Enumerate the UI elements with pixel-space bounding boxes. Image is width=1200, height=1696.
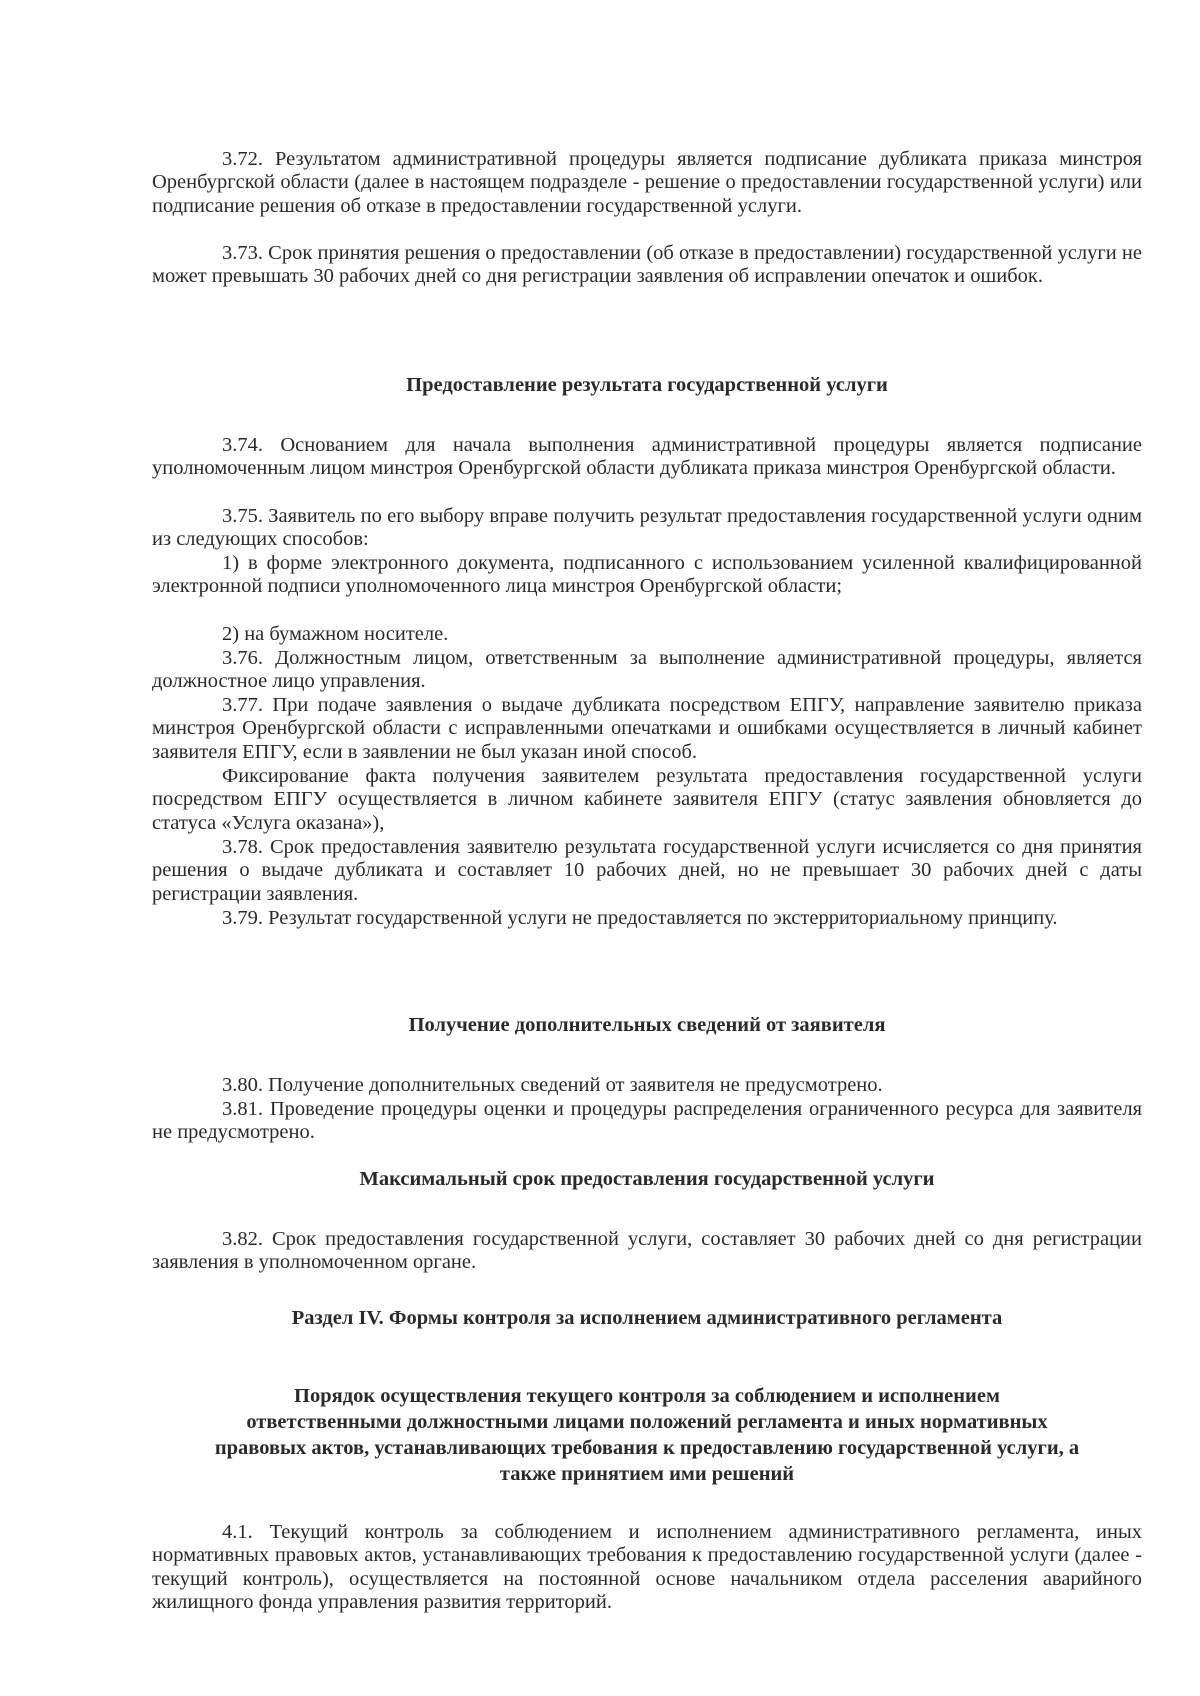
heading-max-term: Максимальный срок предоставления государственной услуги xyxy=(359,1168,935,1190)
heading-control-line-4: также принятием ими решений xyxy=(499,1463,795,1485)
paragraph-3-82: 3.82. Срок предоставления государственной услуги, составляет 30 рабочих дней со дня регистрации заявления в уполномоченном органе. xyxy=(152,1228,1142,1274)
heading-additional-info: Получение дополнительных сведений от заявителя xyxy=(408,1014,886,1036)
paragraph-4-1: 4.1. Текущий контроль за соблюдением и исполнением административного регламента, иных нормативных правовых актов, устанавливающих требования к предоставлению государственной услуги (далее - текущий контроль), осуществляется на постоянной основе начальником отдела расселения аварийного жилищного фонда управления развития территорий. xyxy=(152,1521,1142,1614)
paragraph-3-77: 3.77. При подаче заявления о выдаче дубликата посредством ЕПГУ, направление заявителю приказа минстроя Оренбургской области с исправленными опечатками и ошибками осуществляется в личный кабинет заявителя ЕПГУ, если в заявлении не был указан иной способ. xyxy=(152,694,1142,763)
paragraph-3-77-fixation: Фиксирование факта получения заявителем результата предоставления государственной услуги посредством ЕПГУ осуществляется в личном кабинете заявителя ЕПГУ (статус заявления обновляется до статуса «Услуга оказана»), xyxy=(152,765,1142,834)
paragraph-3-73: 3.73. Срок принятия решения о предоставлении (об отказе в предоставлении) государственной услуги не может превышать 30 рабочих дней со дня регистрации заявления об исправлении опечаток и ошибок. xyxy=(152,242,1142,288)
heading-control-line-2: ответственными должностными лицами положений регламента и иных нормативных xyxy=(246,1411,1048,1433)
paragraph-3-81: 3.81. Проведение процедуры оценки и процедуры распределения ограниченного ресурса для заявителя не предусмотрено. xyxy=(152,1098,1142,1144)
paragraph-3-76: 3.76. Должностным лицом, ответственным за выполнение административной процедуры, является должностное лицо управления. xyxy=(152,647,1142,693)
heading-result-provision: Предоставление результата государственной услуги xyxy=(406,374,888,396)
paragraph-3-75: 3.75. Заявитель по его выбору вправе получить результат предоставления государственной услуги одним из следующих способов: xyxy=(152,505,1142,551)
paragraph-3-75-item-2: 2) на бумажном носителе. xyxy=(222,623,449,645)
paragraph-3-74: 3.74. Основанием для начала выполнения административной процедуры является подписание уполномоченным лицом минстроя Оренбургской области дубликата приказа минстроя Оренбургской области. xyxy=(152,434,1142,480)
heading-section-iv: Раздел IV. Формы контроля за исполнением административного регламента xyxy=(291,1307,1003,1329)
paragraph-3-72: 3.72. Результатом административной процедуры является подписание дубликата приказа минстроя Оренбургской области (далее в настоящем подразделе - решение о предоставлении государственной услуги) или подписание решения об отказе в предоставлении государственной услуги. xyxy=(152,148,1142,217)
heading-control-line-1: Порядок осуществления текущего контроля за соблюдением и исполнением xyxy=(294,1385,1000,1407)
paragraph-3-78: 3.78. Срок предоставления заявителю результата государственной услуги исчисляется со дня принятия решения о выдаче дубликата и составляет 10 рабочих дней, но не превышает 30 рабочих дней с даты регистрации заявления. xyxy=(152,836,1142,905)
paragraph-3-79: 3.79. Результат государственной услуги не предоставляется по экстерриториальному принципу. xyxy=(222,907,1058,929)
heading-control-line-3: правовых актов, устанавливающих требования к предоставлению государственной услуги, а xyxy=(214,1437,1080,1459)
paragraph-3-80: 3.80. Получение дополнительных сведений от заявителя не предусмотрено. xyxy=(222,1074,883,1096)
paragraph-3-75-item-1: 1) в форме электронного документа, подписанного с использованием усиленной квалифицированной электронной подписи уполномоченного лица минстроя Оренбургской области; xyxy=(152,552,1142,598)
